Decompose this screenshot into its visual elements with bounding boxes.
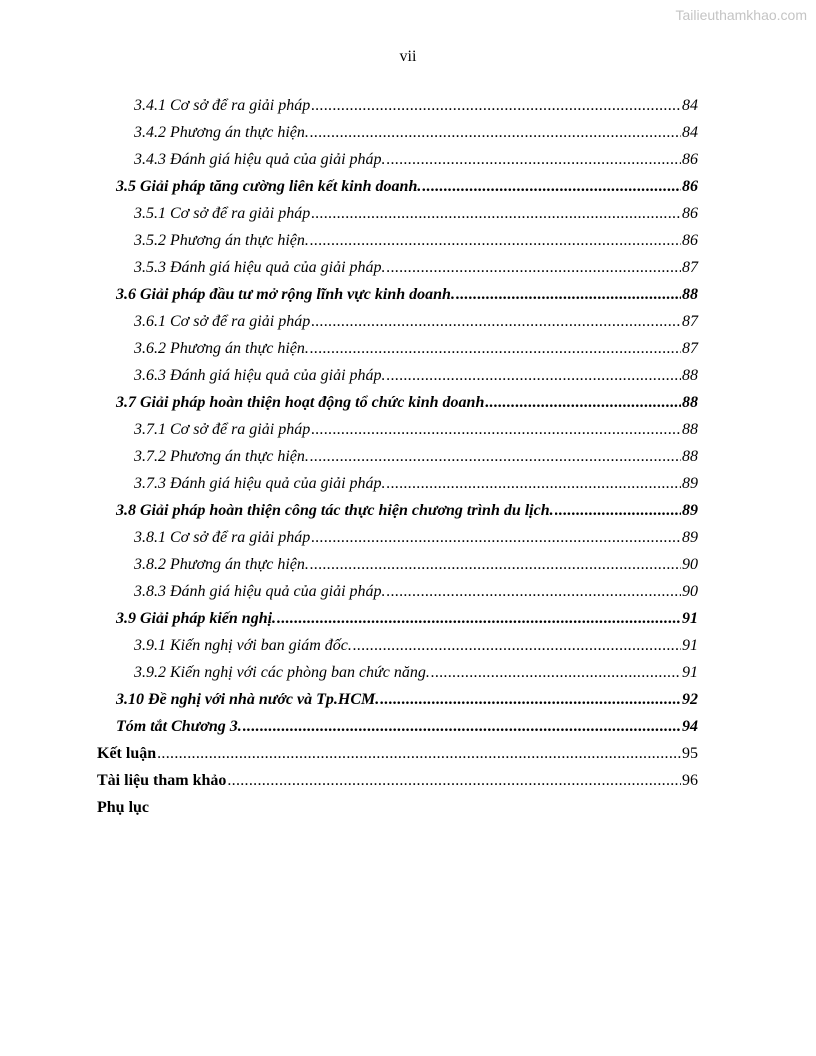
toc-entry-page: 90	[682, 583, 698, 600]
table-of-contents	[0, 92, 816, 821]
toc-entry-label: 3.6 Giải pháp đầu tư mở rộng lĩnh vực kinh doanh.	[116, 286, 455, 303]
dot-leader	[387, 254, 681, 281]
toc-entry-3-7-3[interactable]	[0, 470, 698, 497]
toc-entry-page: 87	[682, 340, 698, 357]
toc-entry-3-9[interactable]	[0, 605, 698, 632]
toc-entry-3-6-1[interactable]	[0, 308, 698, 335]
dot-leader	[555, 497, 681, 524]
toc-entry-3-5-1[interactable]	[0, 200, 698, 227]
toc-entry-page: 88	[682, 448, 698, 465]
toc-entry-label: Tài liệu tham khảo	[97, 772, 227, 789]
toc-entry-label: Tóm tắt Chương 3.	[116, 718, 242, 735]
watermark: Tailieuthamkhao.com	[675, 7, 807, 23]
dot-leader	[310, 119, 681, 146]
toc-entry-3-8-1[interactable]	[0, 524, 698, 551]
toc-entry-page: 88	[682, 367, 698, 384]
dot-leader	[380, 686, 681, 713]
toc-entry-page: 96	[682, 772, 698, 789]
dot-leader	[310, 335, 681, 362]
dot-leader	[387, 146, 681, 173]
toc-entry-page: 91	[682, 637, 698, 654]
toc-entry-3-5[interactable]	[0, 173, 698, 200]
toc-entry-page: 91	[682, 664, 698, 681]
toc-entry-page: 86	[682, 178, 698, 195]
toc-entry-appendix[interactable]	[0, 794, 698, 821]
toc-entry-label: 3.5 Giải pháp tăng cường liên kết kinh doanh.	[116, 178, 422, 195]
toc-entry-label: 3.5.1 Cơ sở để ra giải pháp	[134, 205, 311, 222]
dot-leader	[227, 767, 681, 794]
toc-entry-label: 3.7.1 Cơ sở để ra giải pháp	[134, 421, 311, 438]
dot-leader	[310, 227, 681, 254]
dot-leader	[310, 551, 681, 578]
toc-entry-label: 3.7.2 Phương án thực hiện.	[134, 448, 309, 465]
dot-leader	[311, 200, 681, 227]
toc-entry-label: 3.6.1 Cơ sở để ra giải pháp	[134, 313, 311, 330]
toc-entry-label: 3.10 Đề nghị với nhà nước và Tp.HCM.	[116, 691, 380, 708]
toc-entry-page: 94	[682, 718, 698, 735]
toc-entry-3-6[interactable]	[0, 281, 698, 308]
toc-entry-label: 3.6.3 Đánh giá hiệu quả của giải pháp.	[134, 367, 386, 384]
toc-entry-3-8-2[interactable]	[0, 551, 698, 578]
toc-entry-3-7-2[interactable]	[0, 443, 698, 470]
toc-entry-references[interactable]	[0, 767, 698, 794]
dot-leader	[243, 713, 681, 740]
toc-entry-page: 88	[682, 286, 698, 303]
dot-leader	[311, 524, 681, 551]
page-number: vii	[399, 48, 417, 65]
toc-entry-label: 3.7.3 Đánh giá hiệu quả của giải pháp.	[134, 475, 386, 492]
toc-entry-page: 91	[682, 610, 698, 627]
toc-entry-3-8-3[interactable]	[0, 578, 698, 605]
toc-entry-label: Kết luận	[97, 745, 157, 762]
toc-entry-label: 3.9.1 Kiến nghị với ban giám đốc.	[134, 637, 352, 654]
dot-leader	[485, 389, 681, 416]
toc-entry-3-6-2[interactable]	[0, 335, 698, 362]
toc-entry-page: 84	[682, 97, 698, 114]
toc-entry-label: 3.8.3 Đánh giá hiệu quả của giải pháp.	[134, 583, 386, 600]
toc-entry-page: 89	[682, 529, 698, 546]
toc-entry-3-7[interactable]	[0, 389, 698, 416]
dot-leader	[310, 443, 681, 470]
dot-leader	[431, 659, 681, 686]
toc-entry-page: 90	[682, 556, 698, 573]
dot-leader	[387, 578, 681, 605]
toc-entry-page: 89	[682, 502, 698, 519]
toc-entry-3-4-3[interactable]	[0, 146, 698, 173]
toc-entry-chapter-3-summary[interactable]	[0, 713, 698, 740]
dot-leader	[456, 281, 681, 308]
toc-entry-label: 3.4.3 Đánh giá hiệu quả của giải pháp.	[134, 151, 386, 168]
toc-entry-3-5-2[interactable]	[0, 227, 698, 254]
toc-entry-3-10[interactable]	[0, 686, 698, 713]
toc-entry-label: 3.5.2 Phương án thực hiện.	[134, 232, 309, 249]
dot-leader	[157, 740, 681, 767]
dot-leader	[277, 605, 681, 632]
dot-leader	[311, 416, 681, 443]
dot-leader	[311, 92, 681, 119]
toc-entry-label: 3.7 Giải pháp hoàn thiện hoạt động tổ chức kinh doanh	[116, 394, 485, 411]
toc-entry-page: 86	[682, 151, 698, 168]
toc-entry-label: 3.9.2 Kiến nghị với các phòng ban chức năng.	[134, 664, 430, 681]
toc-entry-3-7-1[interactable]	[0, 416, 698, 443]
toc-entry-page: 86	[682, 205, 698, 222]
toc-entry-page: 87	[682, 259, 698, 276]
toc-entry-3-9-1[interactable]	[0, 632, 698, 659]
toc-entry-3-6-3[interactable]	[0, 362, 698, 389]
toc-entry-label: 3.8 Giải pháp hoàn thiện công tác thực hiện chương trình du lịch.	[116, 502, 554, 519]
toc-entry-label: 3.6.2 Phương án thực hiện.	[134, 340, 309, 357]
toc-entry-label: 3.8.1 Cơ sở để ra giải pháp	[134, 529, 311, 546]
toc-entry-conclusion[interactable]	[0, 740, 698, 767]
toc-entry-label: 3.8.2 Phương án thực hiện.	[134, 556, 309, 573]
dot-leader	[422, 173, 681, 200]
toc-entry-3-8[interactable]	[0, 497, 698, 524]
toc-entry-3-4-2[interactable]	[0, 119, 698, 146]
toc-entry-label: 3.4.1 Cơ sở để ra giải pháp	[134, 97, 311, 114]
dot-leader	[387, 470, 681, 497]
toc-entry-label: Phụ lục	[97, 799, 150, 816]
toc-entry-page: 89	[682, 475, 698, 492]
toc-entry-3-9-2[interactable]	[0, 659, 698, 686]
toc-entry-page: 92	[682, 691, 698, 708]
toc-entry-3-5-3[interactable]	[0, 254, 698, 281]
toc-entry-page: 88	[682, 394, 698, 411]
toc-entry-page: 88	[682, 421, 698, 438]
toc-entry-page: 95	[682, 745, 698, 762]
dot-leader	[353, 632, 681, 659]
dot-leader	[387, 362, 681, 389]
toc-entry-page: 84	[682, 124, 698, 141]
toc-entry-label: 3.4.2 Phương án thực hiện.	[134, 124, 309, 141]
toc-entry-label: 3.9 Giải pháp kiến nghị.	[116, 610, 277, 627]
toc-entry-3-4-1[interactable]	[0, 92, 698, 119]
toc-entry-page: 86	[682, 232, 698, 249]
toc-entry-page: 87	[682, 313, 698, 330]
toc-entry-label: 3.5.3 Đánh giá hiệu quả của giải pháp.	[134, 259, 386, 276]
dot-leader	[311, 308, 681, 335]
